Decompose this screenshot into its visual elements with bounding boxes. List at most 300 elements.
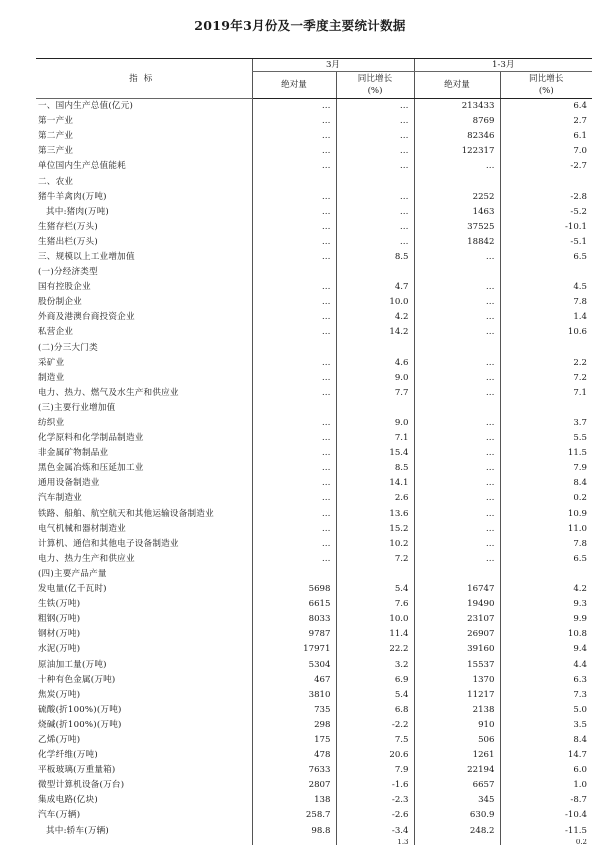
q1-yoy-cell <box>500 174 592 189</box>
q1-absolute-cell: 1370 <box>414 673 500 688</box>
march-absolute-cell <box>252 174 336 189</box>
march-absolute-cell: 6615 <box>252 597 336 612</box>
table-row <box>36 99 592 115</box>
table-row <box>36 718 592 733</box>
march-yoy-cell: … <box>336 190 414 205</box>
yoy-label: 同比增长 <box>529 74 564 84</box>
indicator-cell: 电力、热力生产和供应业 <box>38 553 135 564</box>
table-row <box>36 341 592 356</box>
q1-yoy-cell: -8.7 <box>500 793 592 808</box>
yoy-unit: (%) <box>367 86 383 96</box>
q1-yoy-cell: 5.5 <box>500 431 592 446</box>
q1-absolute-cell: 910 <box>414 718 500 733</box>
table-row <box>36 295 592 310</box>
indicator-cell <box>36 839 252 845</box>
march-absolute-cell: 17971 <box>252 642 336 657</box>
table-row <box>36 310 592 325</box>
march-absolute-cell: … <box>252 371 336 386</box>
q1-absolute-cell: 506 <box>414 733 500 748</box>
q1-absolute-cell: … <box>414 537 500 552</box>
indicator-cell: 生铁(万吨) <box>38 599 81 610</box>
table-row <box>36 808 592 823</box>
q1-absolute-cell: 630.9 <box>414 808 500 823</box>
q1-yoy-cell: 6.3 <box>500 673 592 688</box>
q1-absolute-cell <box>414 401 500 416</box>
q1-absolute-cell: … <box>414 522 500 537</box>
q1-absolute-cell <box>414 341 500 356</box>
q1-absolute-cell: 2138 <box>414 703 500 718</box>
table-row <box>36 416 592 431</box>
march-yoy-cell: 10.0 <box>336 295 414 310</box>
table-row <box>36 491 592 506</box>
q1-absolute-cell: … <box>414 416 500 431</box>
q1-yoy-cell: -5.1 <box>500 235 592 250</box>
q1-yoy-cell <box>500 341 592 356</box>
march-yoy-cell: … <box>336 144 414 159</box>
indicator-cell: 采矿业 <box>38 357 65 368</box>
q1-yoy-cell: 8.4 <box>500 733 592 748</box>
q1-yoy-cell: 2.7 <box>500 114 592 129</box>
march-yoy-cell <box>336 265 414 280</box>
column-header-march-yoy <box>336 72 414 99</box>
q1-absolute-cell <box>414 265 500 280</box>
indicator-cell: 电力、热力、燃气及水生产和供应业 <box>38 387 179 398</box>
q1-yoy-cell: 9.4 <box>500 642 592 657</box>
march-absolute-cell: 478 <box>252 748 336 763</box>
march-absolute-cell: 5304 <box>252 657 336 672</box>
q1-absolute-cell: … <box>414 325 500 340</box>
table-row <box>36 627 592 642</box>
table-row <box>36 824 592 839</box>
table-row <box>36 612 592 627</box>
q1-yoy-cell: 1.4 <box>500 310 592 325</box>
table-row <box>36 356 592 371</box>
march-absolute-cell: … <box>252 250 336 265</box>
q1-absolute-cell: 11217 <box>414 688 500 703</box>
march-absolute-cell: … <box>252 491 336 506</box>
q1-absolute-cell: … <box>414 280 500 295</box>
march-absolute-cell: … <box>252 99 336 115</box>
march-absolute-cell: … <box>252 235 336 250</box>
table-row <box>36 552 592 567</box>
q1-absolute-cell: 6657 <box>414 778 500 793</box>
table-row <box>36 190 592 205</box>
q1-yoy-cell: 10.6 <box>500 325 592 340</box>
march-absolute-cell: … <box>252 114 336 129</box>
table-row <box>36 507 592 522</box>
indicator-cell: 一、国内生产总值(亿元) <box>38 101 134 112</box>
q1-absolute-cell: 2252 <box>414 190 500 205</box>
march-absolute-cell: 175 <box>252 733 336 748</box>
march-yoy-cell: 11.4 <box>336 627 414 642</box>
q1-absolute-cell: 19490 <box>414 597 500 612</box>
q1-absolute-cell: … <box>414 356 500 371</box>
indicator-cell: 发电量(亿千瓦时) <box>38 584 107 595</box>
indicator-cell: 制造业 <box>38 372 65 383</box>
table-row <box>36 461 592 476</box>
indicator-cell: 通用设备制造业 <box>38 478 100 489</box>
march-absolute-cell <box>252 341 336 356</box>
march-absolute-cell <box>252 839 336 845</box>
march-yoy-cell: -2.3 <box>336 793 414 808</box>
march-absolute-cell: 467 <box>252 673 336 688</box>
q1-absolute-cell <box>414 839 500 845</box>
march-yoy-cell: … <box>336 220 414 235</box>
q1-absolute-cell: 15537 <box>414 657 500 672</box>
table-row <box>36 265 592 280</box>
q1-yoy-cell: 8.4 <box>500 476 592 491</box>
q1-yoy-cell: 7.1 <box>500 386 592 401</box>
indicator-cell: 生猪存栏(万头) <box>38 221 98 232</box>
q1-absolute-cell: 1463 <box>414 205 500 220</box>
q1-absolute-cell: 23107 <box>414 612 500 627</box>
q1-yoy-cell: 1.0 <box>500 778 592 793</box>
q1-absolute-cell: 37525 <box>414 220 500 235</box>
q1-absolute-cell: 22194 <box>414 763 500 778</box>
indicator-cell: 国有控股企业 <box>38 282 91 293</box>
march-absolute-cell: 7633 <box>252 763 336 778</box>
march-yoy-cell: 7.2 <box>336 552 414 567</box>
table-row <box>36 280 592 295</box>
table-row <box>36 386 592 401</box>
march-absolute-cell: … <box>252 159 336 174</box>
q1-absolute-cell: 18842 <box>414 235 500 250</box>
q1-absolute-cell: … <box>414 295 500 310</box>
q1-absolute-cell: 8769 <box>414 114 500 129</box>
march-absolute-cell: … <box>252 552 336 567</box>
march-yoy-cell <box>336 567 414 582</box>
march-yoy-cell: -2.6 <box>336 808 414 823</box>
indicator-cell: 其中:猪肉(万吨) <box>46 206 109 217</box>
march-absolute-cell: 258.7 <box>252 808 336 823</box>
march-yoy-cell: 7.5 <box>336 733 414 748</box>
column-header-march-absolute: 绝对量 <box>252 72 336 99</box>
table-row <box>36 250 592 265</box>
march-yoy-cell: 5.4 <box>336 582 414 597</box>
march-absolute-cell: … <box>252 220 336 235</box>
table-row <box>36 537 592 552</box>
q1-yoy-cell: 7.3 <box>500 688 592 703</box>
table-row <box>36 235 592 250</box>
table-row <box>36 642 592 657</box>
march-yoy-cell: 4.7 <box>336 280 414 295</box>
march-absolute-cell: 735 <box>252 703 336 718</box>
indicator-cell: 生猪出栏(万头) <box>38 236 98 247</box>
march-yoy-cell: 8.5 <box>336 461 414 476</box>
march-absolute-cell: … <box>252 522 336 537</box>
q1-yoy-cell: 4.5 <box>500 280 592 295</box>
march-absolute-cell: … <box>252 507 336 522</box>
q1-yoy-cell: 7.0 <box>500 144 592 159</box>
march-yoy-cell: -1.6 <box>336 778 414 793</box>
march-yoy-cell: 7.7 <box>336 386 414 401</box>
indicator-cell: 私营企业 <box>38 327 74 338</box>
indicator-cell: 钢材(万吨) <box>38 629 81 640</box>
march-absolute-cell: … <box>252 144 336 159</box>
march-yoy-cell <box>336 401 414 416</box>
q1-yoy-cell: 11.5 <box>500 446 592 461</box>
table-row <box>36 703 592 718</box>
table-row <box>36 220 592 235</box>
march-absolute-cell: 8033 <box>252 612 336 627</box>
march-absolute-cell: … <box>252 280 336 295</box>
table-row <box>36 401 592 416</box>
q1-absolute-cell: … <box>414 431 500 446</box>
march-yoy-cell: 2.6 <box>336 491 414 506</box>
q1-absolute-cell: 82346 <box>414 129 500 144</box>
march-absolute-cell: … <box>252 416 336 431</box>
march-yoy-cell: 15.2 <box>336 522 414 537</box>
q1-absolute-cell: … <box>414 446 500 461</box>
march-yoy-cell: 4.6 <box>336 356 414 371</box>
march-yoy-cell: 6.9 <box>336 673 414 688</box>
page-title: 2019年3月份及一季度主要统计数据 <box>194 18 406 33</box>
march-absolute-cell <box>252 265 336 280</box>
march-absolute-cell: 2807 <box>252 778 336 793</box>
table-row <box>36 144 592 159</box>
q1-yoy-cell: 3.5 <box>500 718 592 733</box>
q1-absolute-cell: 248.2 <box>414 824 500 839</box>
table-row <box>36 673 592 688</box>
table-row <box>36 657 592 672</box>
q1-yoy-cell: 10.8 <box>500 627 592 642</box>
q1-yoy-cell: 6.0 <box>500 763 592 778</box>
table-row <box>36 688 592 703</box>
indicator-cell: 纺织业 <box>38 418 65 429</box>
indicator-cell: 微型计算机设备(万台) <box>38 780 125 791</box>
indicator-cell: 汽车(万辆) <box>38 810 81 821</box>
table-row <box>36 748 592 763</box>
march-yoy-cell: 3.2 <box>336 657 414 672</box>
q1-yoy-cell: 6.4 <box>500 99 592 115</box>
table-row <box>36 476 592 491</box>
march-absolute-cell: … <box>252 431 336 446</box>
indicator-cell: 单位国内生产总值能耗 <box>38 161 126 172</box>
march-yoy-cell: … <box>336 235 414 250</box>
indicator-cell: 猪牛羊禽肉(万吨) <box>38 191 107 202</box>
march-yoy-cell: 7.6 <box>336 597 414 612</box>
march-yoy-cell: 5.4 <box>336 688 414 703</box>
march-absolute-cell: … <box>252 205 336 220</box>
q1-yoy-cell <box>500 567 592 582</box>
q1-yoy-cell: 6.1 <box>500 129 592 144</box>
march-yoy-cell: 8.5 <box>336 250 414 265</box>
q1-absolute-cell: 213433 <box>414 99 500 115</box>
march-absolute-cell: … <box>252 356 336 371</box>
indicator-cell: (三)主要行业增加值 <box>38 402 116 413</box>
table-row <box>36 129 592 144</box>
indicator-cell: 平板玻璃(万重量箱) <box>38 765 116 776</box>
q1-absolute-cell: … <box>414 159 500 174</box>
table-row <box>36 763 592 778</box>
march-yoy-cell: -3.4 <box>336 824 414 839</box>
indicator-cell: 焦炭(万吨) <box>38 689 81 700</box>
yoy-label: 同比增长 <box>357 74 393 84</box>
march-yoy-cell: 6.8 <box>336 703 414 718</box>
indicator-cell: 二、农业 <box>38 176 74 187</box>
march-yoy-cell: 14.2 <box>336 325 414 340</box>
q1-absolute-cell: 26907 <box>414 627 500 642</box>
indicator-cell: 原油加工量(万吨) <box>38 659 107 670</box>
q1-absolute-cell: 122317 <box>414 144 500 159</box>
q1-absolute-cell: … <box>414 250 500 265</box>
march-absolute-cell: … <box>252 476 336 491</box>
indicator-cell: 非金属矿物制品业 <box>38 448 109 459</box>
march-absolute-cell: 298 <box>252 718 336 733</box>
indicator-cell: 乙烯(万吨) <box>38 734 81 745</box>
table-row <box>36 597 592 612</box>
march-absolute-cell <box>252 401 336 416</box>
march-yoy-cell: … <box>336 129 414 144</box>
q1-yoy-cell: 11.0 <box>500 522 592 537</box>
q1-absolute-cell: 16747 <box>414 582 500 597</box>
q1-absolute-cell: … <box>414 552 500 567</box>
q1-yoy-cell: 6.5 <box>500 552 592 567</box>
q1-yoy-cell: 3.7 <box>500 416 592 431</box>
march-yoy-cell: … <box>336 99 414 115</box>
indicator-cell: 计算机、通信和其他电子设备制造业 <box>38 538 179 549</box>
indicator-cell: 水泥(万吨) <box>38 644 81 655</box>
column-header-indicator: 指标 <box>36 59 252 99</box>
indicator-cell: 铁路、船舶、航空航天和其他运输设备制造业 <box>38 508 214 519</box>
march-absolute-cell: … <box>252 325 336 340</box>
column-group-march: 3月 <box>252 59 414 72</box>
q1-yoy-cell: -2.8 <box>500 190 592 205</box>
indicator-cell: 烧碱(折100%)(万吨) <box>38 719 122 730</box>
march-yoy-cell: 9.0 <box>336 371 414 386</box>
q1-absolute-cell <box>414 174 500 189</box>
indicator-cell: 十种有色金属(万吨) <box>38 674 116 685</box>
q1-absolute-cell: 39160 <box>414 642 500 657</box>
column-header-q1-yoy <box>500 72 592 99</box>
indicator-cell: 化学纤维(万吨) <box>38 750 98 761</box>
march-yoy-cell: 9.0 <box>336 416 414 431</box>
indicator-cell: (四)主要产品产量 <box>38 568 107 579</box>
q1-yoy-cell: 0.2 <box>500 839 592 845</box>
q1-yoy-cell: -5.2 <box>500 205 592 220</box>
indicator-cell: 化学原料和化学制品制造业 <box>38 433 144 444</box>
indicator-cell: (一)分经济类型 <box>38 267 98 278</box>
table-row <box>36 778 592 793</box>
q1-yoy-cell: 7.8 <box>500 295 592 310</box>
q1-yoy-cell: 14.7 <box>500 748 592 763</box>
march-absolute-cell: 98.8 <box>252 824 336 839</box>
q1-yoy-cell: 4.2 <box>500 582 592 597</box>
table-row <box>36 114 592 129</box>
q1-yoy-cell: -11.5 <box>500 824 592 839</box>
q1-yoy-cell: 9.3 <box>500 597 592 612</box>
q1-absolute-cell: … <box>414 386 500 401</box>
march-yoy-cell: -2.2 <box>336 718 414 733</box>
statistics-table <box>36 58 592 845</box>
march-yoy-cell: … <box>336 205 414 220</box>
march-absolute-cell: … <box>252 295 336 310</box>
indicator-cell: 集成电路(亿块) <box>38 795 98 806</box>
q1-yoy-cell: 6.5 <box>500 250 592 265</box>
q1-absolute-cell <box>414 567 500 582</box>
q1-absolute-cell: … <box>414 507 500 522</box>
table-row <box>36 793 592 808</box>
indicator-cell: 粗钢(万吨) <box>38 614 81 625</box>
table-row <box>36 325 592 340</box>
q1-yoy-cell: 4.4 <box>500 657 592 672</box>
table-row <box>36 582 592 597</box>
q1-yoy-cell: -10.4 <box>500 808 592 823</box>
march-yoy-cell: 14.1 <box>336 476 414 491</box>
indicator-cell: 黑色金属冶炼和压延加工业 <box>38 463 144 474</box>
indicator-cell: 其中:轿车(万辆) <box>46 825 109 836</box>
q1-absolute-cell: 1261 <box>414 748 500 763</box>
q1-yoy-cell: 9.9 <box>500 612 592 627</box>
q1-absolute-cell: … <box>414 491 500 506</box>
q1-yoy-cell: 5.0 <box>500 703 592 718</box>
indicator-cell: 汽车制造业 <box>38 493 82 504</box>
march-absolute-cell: … <box>252 537 336 552</box>
column-header-q1-absolute: 绝对量 <box>414 72 500 99</box>
march-absolute-cell: 5698 <box>252 582 336 597</box>
indicator-cell: 外商及港澳台商投资企业 <box>38 312 135 323</box>
q1-absolute-cell: … <box>414 476 500 491</box>
march-yoy-cell: 13.6 <box>336 507 414 522</box>
march-yoy-cell <box>336 341 414 356</box>
march-yoy-cell: 10.2 <box>336 537 414 552</box>
indicator-cell: 第一产业 <box>38 116 74 127</box>
march-absolute-cell <box>252 567 336 582</box>
q1-absolute-cell: 345 <box>414 793 500 808</box>
q1-yoy-cell <box>500 265 592 280</box>
march-yoy-cell: 20.6 <box>336 748 414 763</box>
indicator-cell: 电气机械和器材制造业 <box>38 523 126 534</box>
march-absolute-cell: … <box>252 310 336 325</box>
statistics-table-container <box>36 58 592 845</box>
march-yoy-cell: 1.3 <box>336 839 414 845</box>
indicator-cell: 三、规模以上工业增加值 <box>38 251 135 262</box>
march-absolute-cell: 9787 <box>252 627 336 642</box>
column-group-q1: 1-3月 <box>414 59 592 72</box>
table-row <box>36 567 592 582</box>
indicator-cell: (二)分三大门类 <box>38 342 98 353</box>
table-row <box>36 174 592 189</box>
q1-absolute-cell: … <box>414 310 500 325</box>
march-absolute-cell: … <box>252 129 336 144</box>
indicator-cell: 股份制企业 <box>38 297 82 308</box>
q1-yoy-cell: -2.7 <box>500 159 592 174</box>
table-row <box>36 431 592 446</box>
table-row <box>36 371 592 386</box>
march-absolute-cell: … <box>252 190 336 205</box>
indicator-cell: 第二产业 <box>38 131 74 142</box>
march-absolute-cell: 138 <box>252 793 336 808</box>
march-absolute-cell: … <box>252 386 336 401</box>
indicator-cell: 第三产业 <box>38 146 74 157</box>
march-yoy-cell: 22.2 <box>336 642 414 657</box>
table-body <box>36 99 592 845</box>
q1-yoy-cell: 7.8 <box>500 537 592 552</box>
q1-yoy-cell: -10.1 <box>500 220 592 235</box>
q1-yoy-cell: 10.9 <box>500 507 592 522</box>
indicator-cell: 硫酸(折100%)(万吨) <box>38 704 122 715</box>
march-yoy-cell <box>336 174 414 189</box>
march-absolute-cell: … <box>252 461 336 476</box>
march-yoy-cell: 15.4 <box>336 446 414 461</box>
table-row <box>36 522 592 537</box>
march-yoy-cell: … <box>336 114 414 129</box>
table-row <box>36 205 592 220</box>
q1-yoy-cell: 2.2 <box>500 356 592 371</box>
q1-yoy-cell <box>500 401 592 416</box>
march-yoy-cell: 7.1 <box>336 431 414 446</box>
march-yoy-cell: … <box>336 159 414 174</box>
